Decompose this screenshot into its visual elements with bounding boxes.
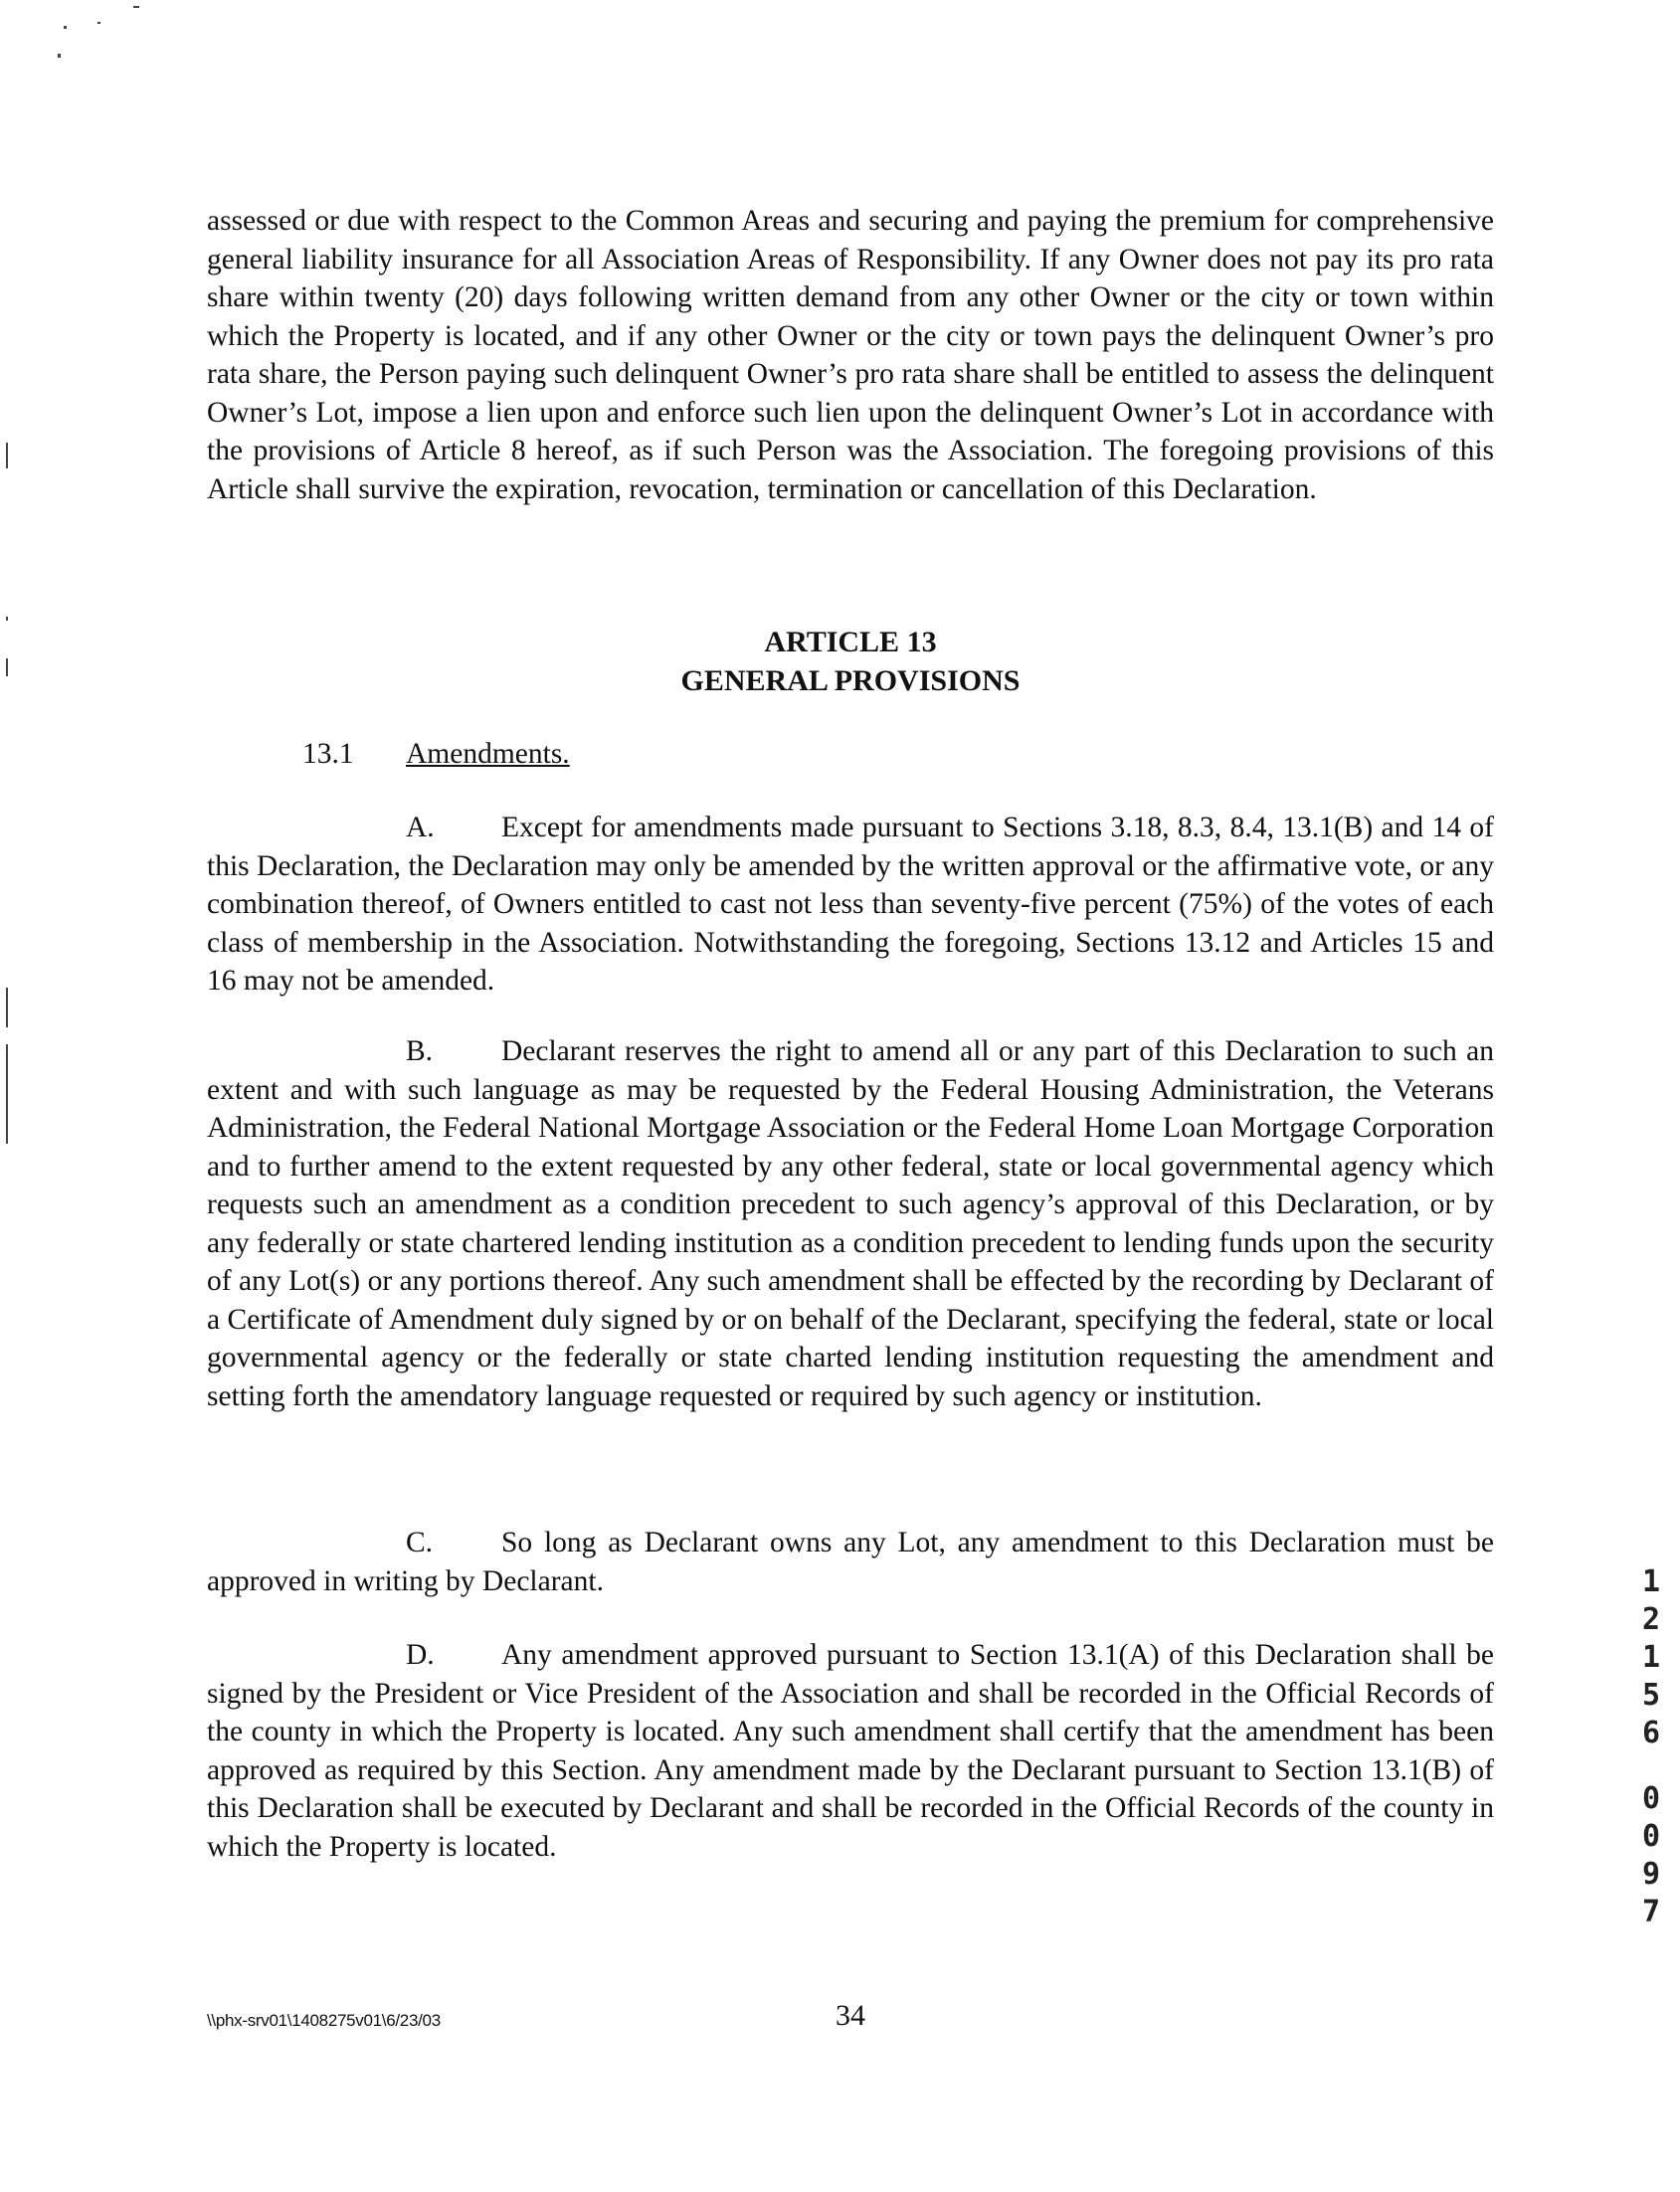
section-heading <box>302 735 570 774</box>
scan-artifact <box>6 443 8 468</box>
paragraph-c <box>207 1524 1494 1600</box>
article-number: ARTICLE 13 <box>764 626 937 658</box>
paragraph-label: A. <box>406 812 435 843</box>
stamp-digit: 0 <box>1641 1781 1661 1816</box>
scan-artifact <box>6 1044 8 1144</box>
paragraph-label: B. <box>406 1035 434 1067</box>
footer-file-path: \\phx-srv01\1408275v01\6/23/03 <box>207 2011 441 2030</box>
stamp-digit: 9 <box>1641 1857 1661 1892</box>
paragraph-label: C. <box>406 1527 434 1558</box>
paragraph-b <box>207 1032 1494 1415</box>
scan-artifact <box>6 988 8 1027</box>
stamp-digit: 1 <box>1641 1640 1661 1675</box>
paragraph-text: Except for amendments made pursuant to Sections 3.18, 8.3, 8.4, 13.1(B) and 14 of this Declaration, the Declaration may only be amended by the written approval or the affirmative vote, or any combination thereof, of Owners entitled to cast not less than seventy-five percent (75%) of the votes of each class of membership in the Association. Notwithstanding the foregoing, Sections 13.12 and Articles 15 and 16 may not be amended. <box>207 812 1494 997</box>
paragraph-a <box>207 809 1494 1001</box>
stamp-digit: 2 <box>1641 1602 1661 1637</box>
paragraph-label: D. <box>406 1639 435 1671</box>
stamp-digit: 1 <box>1641 1564 1661 1599</box>
stamp-digit: 6 <box>1641 1716 1661 1750</box>
scan-artifact <box>58 54 61 58</box>
page-number: 34 <box>836 1999 865 2032</box>
paragraph-text: Any amendment approved pursuant to Section 13.1(A) of this Declaration shall be signed by the President or Vice President of the Association and shall be recorded in the Official Records of the county in which the Property is located. Any such amendment shall certify that the amendment has been approved as required by this Section. Any amendment made by the Declarant pursuant to Section 13.1(B) of this Declaration shall be executed by Declarant and shall be recorded in the Official Records of the county in which the Property is located. <box>207 1639 1494 1863</box>
paragraph-d <box>207 1636 1494 1866</box>
paragraph-text: Declarant reserves the right to amend all or any part of this Declaration to such an extent and with such language as may be requested by the Federal Housing Administration, the Veterans Administration, the Federal National Mortgage Association or the Federal Home Loan Mortgage Corporation and to further amend to the extent requested by any other federal, state or local governmental agency which requests such an amendment as a condition precedent to such agency’s approval of this Declaration, or by any federally or state chartered lending institution as a condition precedent to lending funds upon the security of any Lot(s) or any portions thereof. Any such amendment shall be effected by the recording by Declarant of a Certificate of Amendment duly signed by or on behalf of the Declarant, specifying the federal, state or local governmental agency or the federally or state charted lending institution requesting the amendment and setting forth the amendatory language requested or required by such agency or institution. <box>207 1035 1494 1412</box>
paragraph-text: So long as Declarant owns any Lot, any amendment to this Declaration must be approved in writing by Declarant. <box>207 1527 1494 1597</box>
stamp-digit: 7 <box>1641 1895 1661 1929</box>
stamp-digit: 5 <box>1641 1678 1661 1713</box>
scan-artifact <box>6 617 8 621</box>
scan-artifact <box>133 6 139 8</box>
scan-artifact <box>64 26 67 29</box>
section-number: 13.1 <box>302 738 354 770</box>
scan-artifact <box>97 22 100 24</box>
scan-artifact <box>6 658 8 676</box>
stamp-digit: 0 <box>1641 1819 1661 1854</box>
recording-stamp <box>1636 1563 1666 1931</box>
article-title: GENERAL PROVISIONS <box>680 664 1021 697</box>
section-title: Amendments. <box>406 738 570 770</box>
stamp-gap <box>1636 1752 1666 1780</box>
intro-paragraph: assessed or due with respect to the Common Areas and securing and paying the premium for comprehensive general liability insurance for all Association Areas of Responsibility. If any Owner does not pay its pro rata share within twenty (20) days following written demand from any other Owner or the city or town within which the Property is located, and if any other Owner or the city or town pays the delinquent Owner’s pro rata share, the Person paying such delinquent Owner’s pro rata share shall be entitled to assess the delinquent Owner’s Lot, impose a lien upon and enforce such lien upon the delinquent Owner’s Lot in accordance with the provisions of Article 8 hereof, as if such Person was the Association. The foregoing provisions of this Article shall survive the expiration, revocation, termination or cancellation of this Declaration. <box>207 205 1494 505</box>
